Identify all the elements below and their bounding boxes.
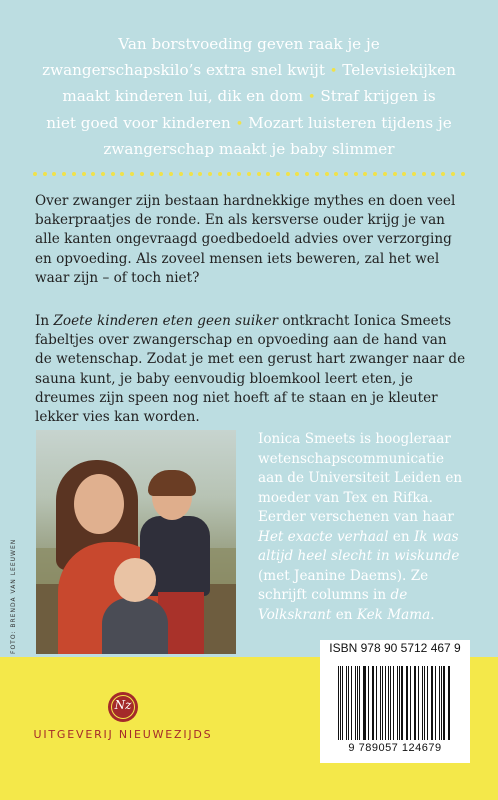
book-title: Zoete kinderen eten geen suiker <box>53 313 279 329</box>
barcode-bar <box>418 666 419 740</box>
divider-dot <box>150 172 154 176</box>
divider-dot <box>363 172 367 176</box>
divider-dot <box>218 172 222 176</box>
divider-dot <box>266 172 270 176</box>
barcode-bar <box>397 666 398 740</box>
barcode-bar <box>380 666 381 740</box>
barcode-bar <box>415 666 416 740</box>
divider-dot <box>82 172 86 176</box>
divider-dot <box>354 172 358 176</box>
divider-dot <box>334 172 338 176</box>
divider-dot <box>257 172 261 176</box>
divider-dot <box>402 172 406 176</box>
barcode-bar <box>393 666 394 740</box>
blurb-line: niet goed voor kinderen • Mozart luisteren tijdens je <box>46 113 452 132</box>
barcode-bar <box>376 666 377 740</box>
barcode-bar <box>372 666 373 740</box>
divider-dot <box>62 172 66 176</box>
barcode-bar <box>382 666 383 740</box>
divider-dot <box>325 172 329 176</box>
barcode-bar <box>364 666 365 740</box>
barcode-bar <box>373 666 374 740</box>
barcode-bar <box>443 666 444 740</box>
barcode-bar <box>431 666 432 740</box>
barcode-bar <box>406 666 407 740</box>
divider-dot <box>101 172 105 176</box>
barcode-bar <box>427 666 428 740</box>
divider-dot <box>208 172 212 176</box>
divider-dot <box>52 172 56 176</box>
divider-dot <box>315 172 319 176</box>
publisher-logo-icon: Nz <box>108 692 138 722</box>
divider-dot <box>451 172 455 176</box>
divider-dot <box>33 172 37 176</box>
divider-dot <box>461 172 465 176</box>
blurb-line: zwangerschapskilo’s extra snel kwijt • Televisiekijken <box>42 60 456 79</box>
divider-dot <box>72 172 76 176</box>
barcode-bar <box>342 666 343 740</box>
barcode-bar <box>385 666 386 740</box>
barcode-bar <box>439 666 440 740</box>
barcode-bar <box>422 666 423 740</box>
bullet-icon: • <box>307 90 316 105</box>
barcode-bar <box>359 666 360 740</box>
divider-dot <box>120 172 124 176</box>
barcode-bar <box>424 666 425 740</box>
divider-dot <box>130 172 134 176</box>
barcode-digits: 9 789057 124679 <box>348 742 442 754</box>
publisher-name: UITGEVERIJ NIEUWEZIJDS <box>33 728 213 741</box>
divider-dot <box>295 172 299 176</box>
barcode-bar <box>414 666 415 740</box>
barcode-bar <box>348 666 349 740</box>
barcode-bar <box>432 666 433 740</box>
divider-dot <box>305 172 309 176</box>
divider-dot <box>198 172 202 176</box>
bullet-icon: • <box>235 116 244 132</box>
divider-dot <box>431 172 435 176</box>
divider-dot <box>169 172 173 176</box>
divider-dot <box>159 172 163 176</box>
divider-dot <box>247 172 251 176</box>
barcode-bar <box>435 666 436 740</box>
divider-dot <box>286 172 290 176</box>
barcode-bar <box>388 666 389 740</box>
author-bio: Ionica Smeets is hoogleraar wetenschapscommunicatie aan de Universiteit Leiden en moeder van Tex en Rifka. Eerder verschenen van haar Het exacte verhaal en Ik was altijd heel slecht in wiskunde (met Jeanine Daems). Ze schrijft columns in de Volkskrant en Kek Mama. <box>258 431 463 623</box>
barcode-bar <box>363 666 364 740</box>
barcode-bar <box>346 666 347 740</box>
barcode-bar <box>368 666 369 740</box>
divider-dot <box>393 172 397 176</box>
divider-dot <box>441 172 445 176</box>
body-paragraph: In Zoete kinderen eten geen suiker ontkracht Ionica Smeets fabeltjes over zwangerschap en opvoeding aan de hand van de wetenschap. Zodat je met een gerust hart zwanger naar de sauna kunt, je baby eenvoudig bloemkool leert eten, je dreumes zijn speen nog niet hoeft af te staan en je kleuter lekker vies kan worden. <box>35 313 466 426</box>
barcode-bar <box>351 666 352 740</box>
barcode-bar <box>357 666 358 740</box>
divider-dot <box>412 172 416 176</box>
divider-dot <box>276 172 280 176</box>
divider-dot <box>227 172 231 176</box>
divider-dot <box>189 172 193 176</box>
isbn-label: ISBN 978 90 5712 467 9 <box>329 641 461 655</box>
barcode-bar <box>407 666 408 740</box>
divider-dot <box>237 172 241 176</box>
divider-dot <box>373 172 377 176</box>
blurb-myths <box>0 32 498 163</box>
bullet-icon: • <box>329 63 338 79</box>
divider-dot <box>179 172 183 176</box>
divider-dot <box>383 172 387 176</box>
barcode-bar <box>441 666 442 740</box>
barcode-bar <box>410 666 411 740</box>
blurb-line: zwangerschap maakt je baby slimmer <box>103 140 395 158</box>
author-photo <box>36 430 236 654</box>
barcode-bar <box>338 666 339 740</box>
intro-paragraph: Over zwanger zijn bestaan hardnekkige mythes en doen veel bakerpraatjes de ronde. En als kersverse ouder krijg je van alle kanten ongevraagd goedbedoeld advies over verzorging en opvoeding. Als zoveel mensen iets beweren, zal het wel waar zijn – of toch niet? <box>35 193 456 286</box>
dotted-divider <box>33 172 465 178</box>
photo-credit: FOTO: BRENDA VAN LEEUWEN <box>10 538 17 654</box>
divider-dot <box>140 172 144 176</box>
barcode-bar <box>340 666 341 740</box>
barcode-bar <box>399 666 400 740</box>
barcode-icon <box>338 666 452 740</box>
barcode-bar <box>390 666 391 740</box>
barcode-bar <box>449 666 450 740</box>
blurb-line: Van borstvoeding geven raak je je <box>118 35 380 53</box>
blurb-line: maakt kinderen lui, dik en dom • Straf krijgen is <box>62 87 436 105</box>
barcode-bar <box>401 666 402 740</box>
divider-dot <box>111 172 115 176</box>
divider-dot <box>43 172 47 176</box>
barcode-bar <box>448 666 449 740</box>
barcode-bar <box>355 666 356 740</box>
divider-dot <box>422 172 426 176</box>
divider-dot <box>91 172 95 176</box>
divider-dot <box>344 172 348 176</box>
